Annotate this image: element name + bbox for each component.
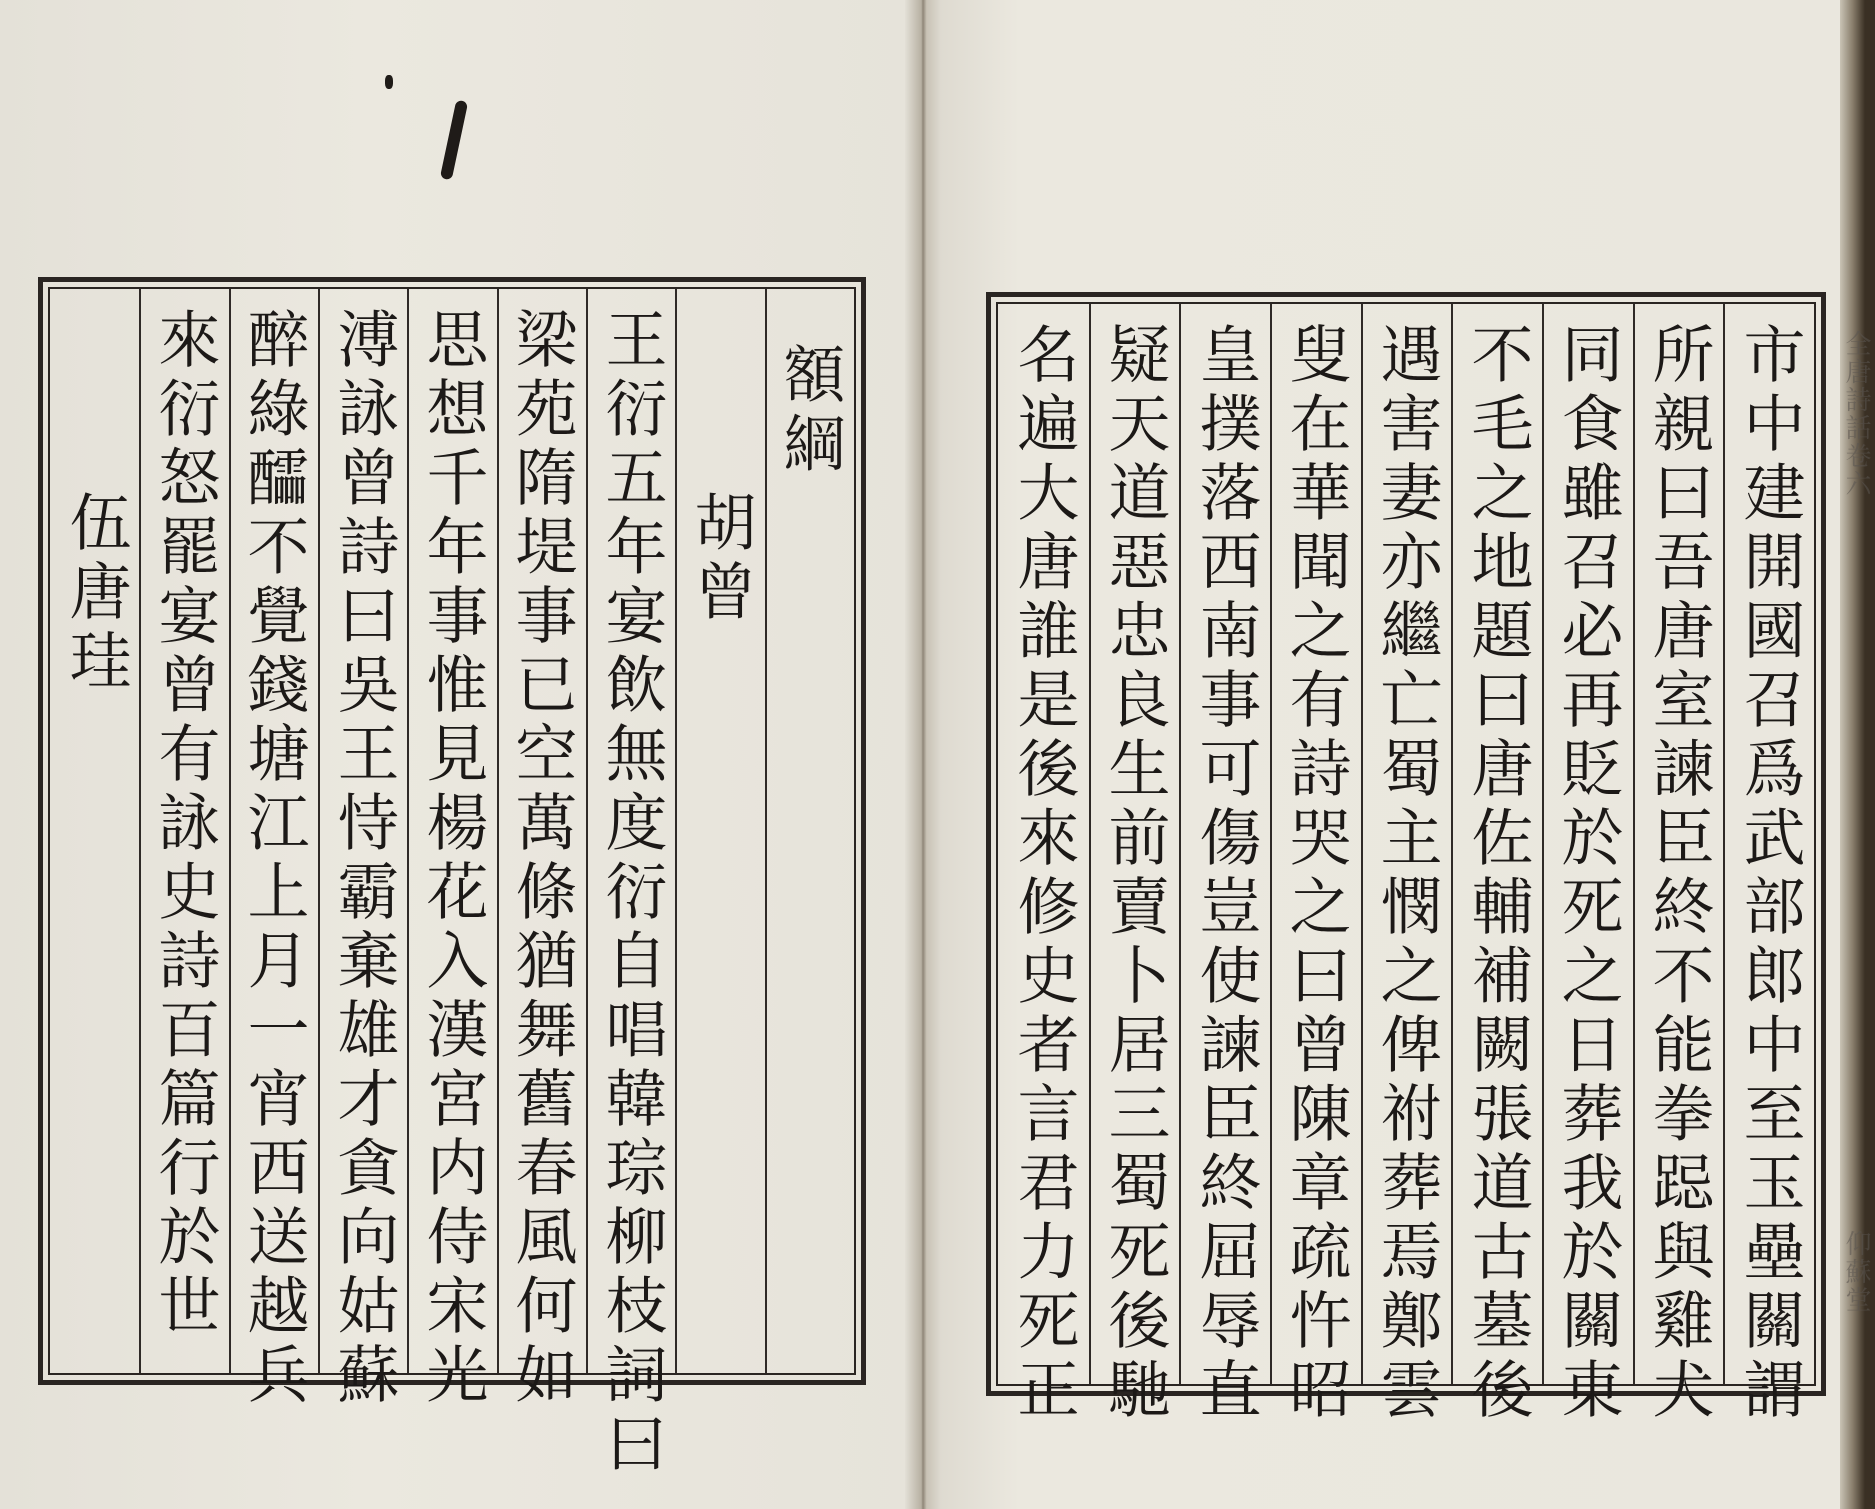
right-page-text-column: 不毛之地題曰唐佐輔補闕張道古墓後 — [1461, 322, 1534, 1426]
left-page-text-column: 伍唐珪 — [59, 490, 132, 697]
right-page-column-rule — [1633, 304, 1635, 1384]
right-page-text-column: 叟在華聞之有詩哭之曰曾陳章疏忤昭 — [1279, 322, 1352, 1426]
right-page-column-rule — [1542, 304, 1544, 1384]
left-page-text-column: 溥詠曾詩曰吳王恃霸棄雄才貪向姑蘇 — [327, 307, 400, 1411]
right-page-column-rule — [1270, 304, 1272, 1384]
left-page-column-rule — [765, 289, 767, 1373]
left-page-text-column: 來衍怒罷宴曾有詠史詩百篇行於世 — [148, 307, 221, 1342]
right-page-text-column: 疑天道惡忠良生前賣卜居三蜀死後馳 — [1098, 322, 1171, 1426]
left-page-text-column: 梁苑隋堤事已空萬條猶舞舊春風何如 — [505, 307, 578, 1411]
right-page-text-column: 所親曰吾唐室諫臣終不能拳跽與雞犬 — [1642, 322, 1715, 1426]
right-page-column-rule — [1179, 304, 1181, 1384]
left-page-column-rule — [318, 289, 320, 1373]
book-gutter — [905, 0, 941, 1509]
right-page-column-rule — [1089, 304, 1091, 1384]
right-page-column-rule — [1361, 304, 1363, 1384]
ink-speck — [385, 75, 393, 89]
left-page-column-rule — [407, 289, 409, 1373]
left-page-text-column: 思想千年事惟見楊花入漢宮内侍宋光 — [416, 307, 489, 1411]
right-page-text-column: 皇撲落西南事可傷豈使諫臣終屈辱直 — [1189, 322, 1262, 1426]
fore-edge-publisher: 仰蘇堂 — [1841, 1230, 1871, 1314]
left-page-text-column: 王衍五年宴飲無度衍自唱韓琮柳枝詞曰 — [595, 307, 668, 1480]
right-page-text-column: 遇害妻亦繼亡蜀主憫之俾祔葬焉鄭雲 — [1370, 322, 1443, 1426]
right-page-text-column: 同食雖召必再貶於死之日葬我於關東 — [1551, 322, 1624, 1426]
right-page-text-column: 市中建開國召爲武部郎中至玉壘關謂 — [1733, 322, 1806, 1426]
left-page-text-column: 額綱 — [773, 342, 846, 480]
left-page-column-rule — [497, 289, 499, 1373]
right-page-text-column: 名遍大唐誰是後來修史者言君力死正 — [1007, 322, 1080, 1426]
left-page-column-rule — [586, 289, 588, 1373]
left-page-column-rule — [139, 289, 141, 1373]
left-page-column-rule — [229, 289, 231, 1373]
left-page-text-column: 醉綠醽不覺錢塘江上月一宵西送越兵 — [237, 307, 310, 1411]
fore-edge-title: 全唐詩話卷六 — [1841, 330, 1871, 498]
left-page-text-column: 胡曾 — [684, 490, 757, 628]
right-page-column-rule — [1451, 304, 1453, 1384]
left-page-column-rule — [675, 289, 677, 1373]
right-page-column-rule — [1723, 304, 1725, 1384]
